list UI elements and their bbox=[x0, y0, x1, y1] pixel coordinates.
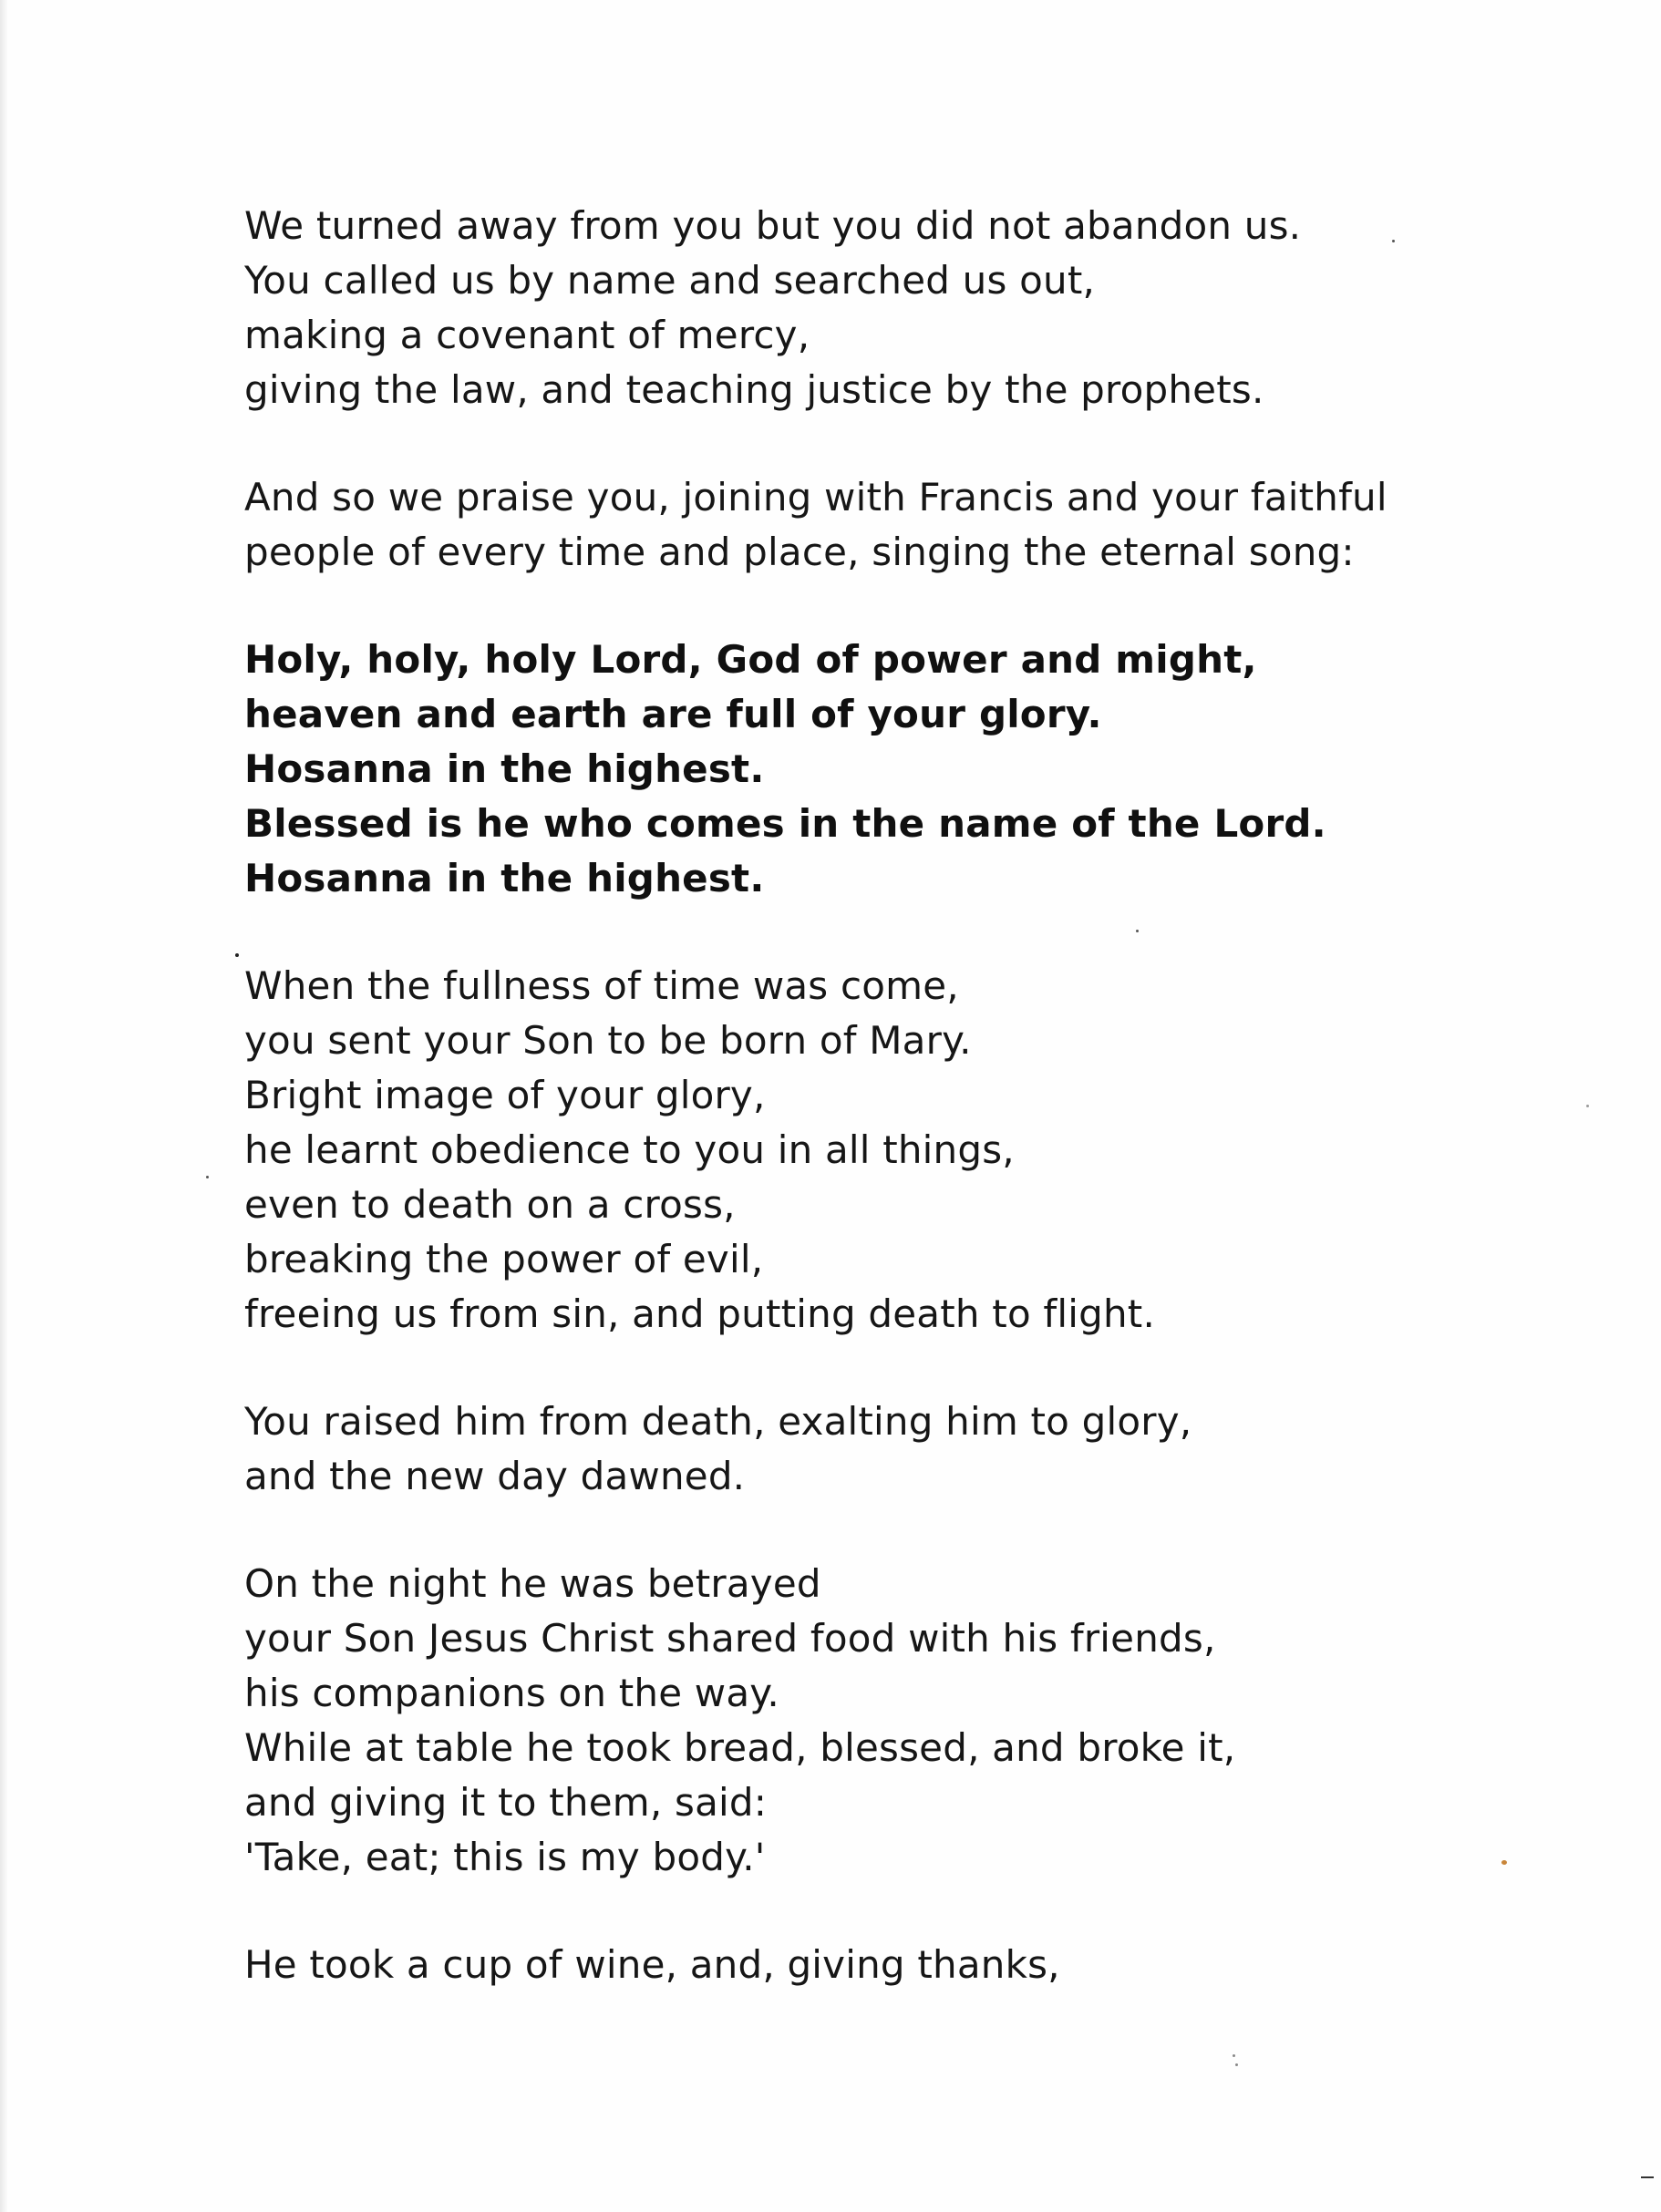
text-line: and giving it to them, said: bbox=[244, 1780, 768, 1825]
page-edge bbox=[0, 0, 7, 2212]
scan-speck bbox=[206, 1176, 209, 1178]
text-line: even to death on a cross, bbox=[244, 1182, 736, 1227]
text-line: breaking the power of evil, bbox=[244, 1237, 764, 1281]
text-line: When the fullness of time was come, bbox=[244, 963, 959, 1008]
scan-speck bbox=[1233, 2054, 1235, 2057]
text-line: you sent your Son to be born of Mary. bbox=[244, 1018, 972, 1063]
stanza-incarnation bbox=[244, 959, 1521, 1342]
text-line-bold: Hosanna in the highest. bbox=[244, 746, 765, 791]
scan-speck bbox=[1501, 1860, 1507, 1865]
text-line-bold: Hosanna in the highest. bbox=[244, 856, 765, 900]
text-line: You called us by name and searched us out, bbox=[244, 258, 1096, 303]
text-line: And so we praise you, joining with Francis and your faithful bbox=[244, 475, 1388, 520]
text-line: giving the law, and teaching justice by the prophets. bbox=[244, 367, 1264, 412]
stanza-covenant bbox=[244, 199, 1521, 417]
text-line: While at table he took bread, blessed, and broke it, bbox=[244, 1725, 1236, 1770]
text-line: freeing us from sin, and putting death to flight. bbox=[244, 1291, 1156, 1336]
scan-speck bbox=[1586, 1105, 1589, 1107]
text-line: He took a cup of wine, and, giving thanks, bbox=[244, 1942, 1060, 1987]
scan-speck bbox=[1136, 930, 1139, 932]
text-line: your Son Jesus Christ shared food with his friends, bbox=[244, 1616, 1216, 1661]
stanza-sanctus bbox=[244, 633, 1521, 906]
text-line: On the night he was betrayed bbox=[244, 1561, 821, 1606]
scan-speck bbox=[1641, 2176, 1654, 2178]
stanza-cup bbox=[244, 1938, 1521, 1992]
text-line-bold: heaven and earth are full of your glory. bbox=[244, 692, 1102, 736]
text-line: he learnt obedience to you in all things, bbox=[244, 1127, 1015, 1172]
stanza-resurrection bbox=[244, 1394, 1521, 1504]
scan-speck bbox=[235, 953, 239, 957]
text-line: 'Take, eat; this is my body.' bbox=[244, 1835, 766, 1879]
text-line: We turned away from you but you did not abandon us. bbox=[244, 203, 1302, 248]
scan-speck bbox=[1392, 240, 1395, 242]
text-line: people of every time and place, singing the eternal song: bbox=[244, 530, 1355, 574]
text-line-bold: Holy, holy, holy Lord, God of power and might, bbox=[244, 637, 1257, 682]
text-line: and the new day dawned. bbox=[244, 1454, 746, 1498]
text-line: making a covenant of mercy, bbox=[244, 313, 810, 357]
text-line: his companions on the way. bbox=[244, 1671, 779, 1715]
stanza-praise bbox=[244, 470, 1521, 580]
stanza-bread bbox=[244, 1557, 1521, 1885]
text-line-bold: Blessed is he who comes in the name of the Lord. bbox=[244, 801, 1326, 846]
liturgy-text bbox=[244, 199, 1521, 2045]
text-line: Bright image of your glory, bbox=[244, 1073, 766, 1117]
scan-speck bbox=[1235, 2063, 1238, 2066]
text-line: You raised him from death, exalting him to glory, bbox=[244, 1399, 1192, 1444]
